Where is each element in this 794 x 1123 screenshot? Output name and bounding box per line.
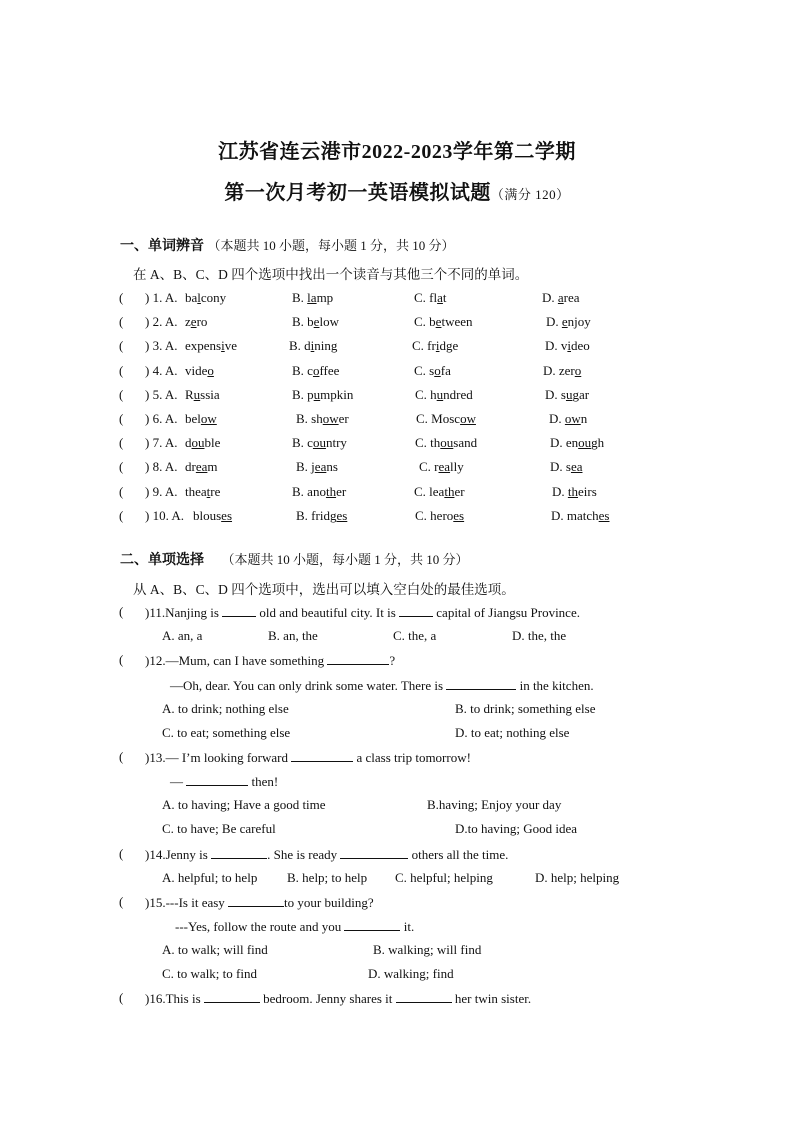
word-prefix: B. c	[292, 435, 313, 451]
answer-blank	[399, 604, 433, 617]
item-number: ) 1. A.	[145, 290, 178, 305]
option-d	[545, 387, 589, 403]
option-c	[414, 290, 447, 306]
question-text: ---Is it easy	[165, 895, 225, 910]
word-suffix: fa	[440, 362, 451, 378]
question-text: . She is ready	[267, 847, 338, 862]
question-15-reply	[175, 918, 414, 935]
question-text: then!	[251, 774, 279, 789]
question-text: in the kitchen.	[519, 678, 594, 693]
underlined-letters: la	[307, 290, 317, 305]
item-number: ) 8. A.	[145, 459, 178, 475]
option-c	[415, 435, 477, 451]
option-d	[549, 411, 587, 427]
word-suffix: gh	[591, 435, 605, 451]
option-d	[550, 459, 583, 475]
option-a	[185, 387, 220, 403]
word-prefix: B. fridg	[296, 507, 337, 523]
word-suffix: dge	[439, 338, 459, 354]
word-prefix: blous	[193, 507, 222, 523]
option-b	[296, 508, 347, 524]
question-number: )16.	[145, 991, 166, 1006]
question-14	[145, 846, 508, 863]
word-prefix: D. en	[550, 435, 579, 451]
section2-note: （本题共 10 小题，每小题 1 分，共 10 分）	[221, 552, 469, 567]
option-b	[292, 290, 333, 306]
option-b: B. an, the	[268, 628, 318, 643]
word-suffix: lly	[450, 459, 464, 475]
word-suffix: er	[338, 411, 349, 426]
word-prefix: B. b	[292, 314, 314, 330]
option-a: A. to drink; nothing else	[162, 701, 289, 716]
option-a	[185, 484, 220, 500]
item-number: ) 10. A.	[145, 507, 184, 523]
option-a: A. an, a	[162, 628, 203, 643]
word-prefix: B.	[292, 290, 308, 305]
word-suffix: ffee	[319, 362, 340, 378]
item-number: ) 6. A.	[145, 411, 178, 426]
word-suffix: deo	[571, 338, 590, 354]
answer-paren[interactable]: (	[119, 507, 140, 523]
word-prefix: D.	[549, 411, 565, 426]
section1-instruction: 在 A、B、C、D 四个选项中找出一个读音与其他三个不同的单词。	[133, 267, 529, 282]
underlined-letters: t	[206, 483, 211, 499]
option-b	[289, 338, 337, 354]
answer-blank	[228, 894, 284, 907]
question-text: capital of Jiangsu Province.	[436, 605, 580, 620]
option-c: C. helpful; helping	[395, 870, 493, 885]
answer-blank	[291, 749, 353, 762]
underlined-letters: u	[565, 386, 573, 402]
exam-subtitle	[0, 176, 794, 205]
option-d	[546, 314, 591, 330]
option-a	[185, 290, 226, 306]
answer-blank	[211, 846, 267, 859]
underlined-letters: ea	[195, 459, 208, 475]
underlined-letters: o	[434, 362, 441, 378]
option-c	[415, 508, 464, 524]
underlined-letters: ow	[460, 411, 476, 426]
question-number: )12.	[145, 653, 166, 668]
exam-subtitle-text: 第一次月考初一英语模拟试题	[224, 182, 491, 204]
option-d	[545, 338, 590, 354]
option-c	[414, 363, 451, 379]
answer-paren[interactable]: (	[119, 338, 140, 354]
word-prefix: d	[185, 435, 192, 451]
underlined-letters: ou	[440, 435, 454, 451]
question-16	[145, 990, 531, 1007]
word-suffix: ble	[204, 435, 221, 451]
word-prefix: bel	[185, 411, 201, 426]
option-c	[414, 484, 465, 500]
section1-heading	[120, 235, 455, 255]
answer-blank	[222, 604, 256, 617]
word-suffix: t	[442, 290, 447, 305]
underlined-letters: l	[197, 290, 201, 305]
question-text: old and beautiful city. It is	[259, 605, 396, 620]
option-c	[414, 314, 473, 330]
word-prefix: D. match	[551, 507, 599, 523]
word-prefix: B. ano	[292, 483, 326, 499]
item-number: ) 3. A.	[145, 338, 178, 354]
item-number: ) 5. A.	[145, 386, 178, 402]
word-suffix: low	[319, 314, 339, 330]
word-prefix: C. s	[414, 362, 435, 378]
underlined-letters: es	[453, 507, 465, 523]
answer-blank	[344, 918, 400, 931]
answer-paren[interactable]: (	[119, 314, 140, 330]
option-a	[193, 508, 232, 524]
item-number: ) 9. A.	[145, 483, 178, 499]
word-prefix: D. zer	[543, 362, 575, 378]
word-suffix: sand	[453, 435, 478, 451]
word-suffix: tween	[441, 314, 473, 330]
word-prefix: D.	[546, 314, 562, 330]
word-suffix: er	[454, 483, 465, 499]
word-prefix: D. s	[545, 386, 566, 402]
underlined-letters: a	[557, 290, 564, 305]
underlined-letters: u	[313, 386, 321, 402]
word-prefix: ba	[185, 290, 198, 305]
section1-note: （本题共 10 小题，每小题 1 分，共 10 分）	[207, 238, 455, 253]
option-b	[292, 484, 346, 500]
word-prefix: R	[185, 386, 194, 402]
question-text: ---Yes, follow the route and you	[175, 919, 342, 934]
word-suffix: er	[336, 483, 347, 499]
underlined-letters: ou	[191, 435, 205, 451]
option-c	[415, 387, 473, 403]
option-a: A. helpful; to help	[162, 870, 258, 885]
answer-paren[interactable]: (	[119, 990, 140, 1005]
option-d	[550, 435, 604, 451]
question-number: )14.	[145, 847, 166, 862]
question-11	[145, 604, 580, 621]
word-prefix: C. Mosc	[416, 411, 461, 426]
underlined-letters: o	[574, 362, 582, 378]
option-b: B.having; Enjoy your day	[427, 797, 562, 812]
word-suffix: ntry	[325, 435, 347, 451]
word-suffix: re	[210, 483, 221, 499]
underlined-letters: ou	[578, 435, 592, 451]
question-number: )11.	[145, 605, 166, 620]
question-text: a class trip tomorrow!	[356, 750, 471, 765]
option-c: C. the, a	[393, 628, 437, 643]
word-suffix: n	[580, 411, 588, 426]
option-a: A. to walk; will find	[162, 942, 268, 957]
option-a	[185, 411, 217, 427]
answer-paren[interactable]: (	[119, 386, 140, 402]
option-c	[419, 459, 464, 475]
word-prefix: vide	[185, 362, 208, 378]
section2-instruction: 从 A、B、C、D 四个选项中，选出可以填入空白处的最佳选项。	[133, 582, 515, 597]
question-text: —	[170, 774, 183, 789]
answer-paren[interactable]: (	[119, 435, 140, 451]
option-d: D. help; helping	[535, 870, 620, 885]
question-text: bedroom. Jenny shares it	[263, 991, 393, 1006]
option-b: B. help; to help	[287, 870, 368, 885]
option-d	[542, 290, 580, 306]
question-text: to your building?	[284, 895, 374, 910]
option-b	[292, 435, 347, 451]
word-prefix: D.	[542, 290, 558, 305]
word-suffix: cony	[200, 290, 227, 305]
item-number: ) 4. A.	[145, 362, 178, 378]
option-b	[292, 314, 339, 330]
word-prefix: B. c	[292, 362, 313, 378]
option-d: D.to having; Good idea	[455, 821, 578, 836]
section2-heading	[120, 549, 469, 569]
answer-paren[interactable]: (	[119, 459, 140, 475]
word-suffix: ning	[314, 338, 338, 354]
answer-paren[interactable]: (	[119, 894, 140, 909]
underlined-letters: ow	[200, 411, 217, 426]
option-d	[552, 484, 597, 500]
question-text: —Mum, can I have something	[165, 653, 325, 668]
word-suffix: mp	[316, 290, 334, 305]
question-text: —Oh, dear. You can only drink some water. There is	[170, 678, 444, 693]
underlined-letters: e	[313, 314, 320, 330]
answer-paren[interactable]: (	[119, 362, 140, 378]
option-c	[412, 338, 458, 354]
word-suffix: eirs	[578, 483, 597, 499]
option-c: C. to walk; to find	[162, 966, 257, 981]
question-text: her twin sister.	[454, 991, 532, 1006]
answer-blank	[327, 652, 389, 665]
option-d	[551, 508, 610, 524]
answer-blank	[186, 773, 248, 786]
underlined-letters: th	[444, 483, 455, 499]
question-13	[145, 749, 471, 766]
answer-paren[interactable]: (	[119, 411, 140, 426]
underlined-letters: ea	[314, 459, 327, 475]
underlined-letters: es	[336, 507, 348, 523]
option-d: D. the, the	[512, 628, 567, 643]
underlined-letters: ow	[564, 411, 581, 426]
word-suffix: njoy	[567, 314, 591, 330]
word-suffix: ssia	[200, 386, 220, 402]
answer-paren[interactable]: (	[119, 749, 140, 764]
answer-paren[interactable]: (	[119, 846, 140, 861]
underlined-letters: i	[310, 338, 315, 354]
underlined-letters: es	[598, 507, 610, 523]
underlined-letters: o	[207, 362, 214, 378]
underlined-letters: u	[193, 386, 201, 402]
item-number: ) 2. A.	[145, 314, 178, 330]
answer-paren[interactable]: (	[119, 604, 140, 619]
word-suffix: m	[207, 459, 218, 475]
underlined-letters: e	[190, 314, 197, 330]
section1-title: 一、单词辨音	[120, 239, 204, 254]
full-score: （满分 120）	[490, 187, 570, 202]
option-b: B. walking; will find	[373, 942, 482, 957]
question-12	[145, 652, 395, 669]
question-text: This is	[165, 991, 201, 1006]
question-number: )13.	[145, 750, 166, 765]
option-a	[185, 363, 214, 379]
word-prefix: C. fr	[412, 338, 436, 354]
option-b	[296, 459, 338, 475]
option-a	[185, 459, 218, 475]
underlined-letters: e	[435, 314, 442, 330]
question-13-reply	[170, 773, 278, 790]
word-prefix: expens	[185, 338, 222, 354]
section2-title: 二、单项选择	[120, 553, 204, 568]
word-prefix: C. th	[415, 435, 441, 451]
answer-paren[interactable]: (	[119, 290, 140, 305]
underlined-letters: ou	[312, 435, 326, 451]
item-number: ) 7. A.	[145, 435, 178, 451]
option-d: D. to eat; nothing else	[455, 725, 570, 740]
word-suffix: gar	[572, 386, 590, 402]
word-prefix: C. b	[414, 314, 436, 330]
question-text: it.	[403, 919, 415, 934]
option-d: D. walking; find	[368, 966, 454, 981]
word-prefix: D. v	[545, 338, 568, 354]
option-a: A. to having; Have a good time	[162, 797, 326, 812]
option-b	[292, 387, 353, 403]
word-prefix: thea	[185, 483, 207, 499]
question-text: Nanjing is	[165, 605, 219, 620]
word-prefix: B. j	[296, 459, 315, 475]
word-prefix: C. fl	[414, 290, 438, 305]
underlined-letters: th	[325, 483, 337, 499]
question-text: — I’m looking forward	[165, 750, 288, 765]
word-prefix: B. p	[292, 386, 314, 402]
underlined-letters: i	[435, 338, 440, 354]
underlined-letters: u	[436, 386, 444, 402]
word-prefix: B. sh	[296, 411, 323, 426]
word-suffix: ve	[224, 338, 238, 354]
option-b	[292, 363, 339, 379]
underlined-letters: a	[437, 290, 443, 305]
question-text: Jenny is	[165, 847, 208, 862]
word-prefix: dr	[185, 459, 196, 475]
option-c: C. to eat; something else	[162, 725, 291, 740]
underlined-letters: ow	[322, 411, 339, 426]
option-d	[543, 363, 581, 379]
word-prefix: B. d	[289, 338, 311, 354]
question-12-reply	[170, 677, 594, 694]
word-prefix: C. h	[415, 386, 437, 402]
option-c: C. to have; Be careful	[162, 821, 276, 836]
question-15	[145, 894, 374, 911]
word-prefix: D. s	[550, 459, 571, 475]
word-suffix: ro	[196, 314, 208, 330]
exam-title: 江苏省连云港市2022-2023学年第二学期	[218, 141, 576, 163]
underlined-letters: ea	[570, 459, 583, 475]
question-number: )15.	[145, 895, 166, 910]
word-prefix: D.	[552, 483, 568, 499]
underlined-letters: es	[221, 507, 233, 523]
question-text: ?	[389, 653, 396, 668]
word-suffix: ndred	[443, 386, 473, 402]
underlined-letters: th	[567, 483, 579, 499]
answer-paren[interactable]: (	[119, 652, 140, 667]
underlined-letters: e	[561, 314, 568, 330]
word-suffix: rea	[563, 290, 580, 305]
option-a	[185, 314, 207, 330]
option-b: B. to drink; something else	[455, 701, 596, 716]
answer-blank	[396, 990, 452, 1003]
word-prefix: z	[185, 314, 191, 330]
answer-blank	[340, 846, 408, 859]
underlined-letters: i	[221, 338, 225, 354]
answer-blank	[446, 677, 516, 690]
option-b	[296, 411, 349, 427]
underlined-letters: o	[312, 362, 320, 378]
option-a	[185, 338, 237, 354]
word-prefix: C. hero	[415, 507, 454, 523]
word-suffix: ns	[326, 459, 338, 475]
underlined-letters: ea	[438, 459, 451, 475]
word-suffix: mpkin	[320, 386, 354, 402]
option-a	[185, 435, 220, 451]
question-text: others all the time.	[411, 847, 509, 862]
word-prefix: C. r	[419, 459, 439, 475]
underlined-letters: i	[567, 338, 572, 354]
option-c	[416, 411, 476, 427]
answer-blank	[204, 990, 260, 1003]
word-prefix: C. lea	[414, 483, 445, 499]
answer-paren[interactable]: (	[119, 483, 140, 499]
